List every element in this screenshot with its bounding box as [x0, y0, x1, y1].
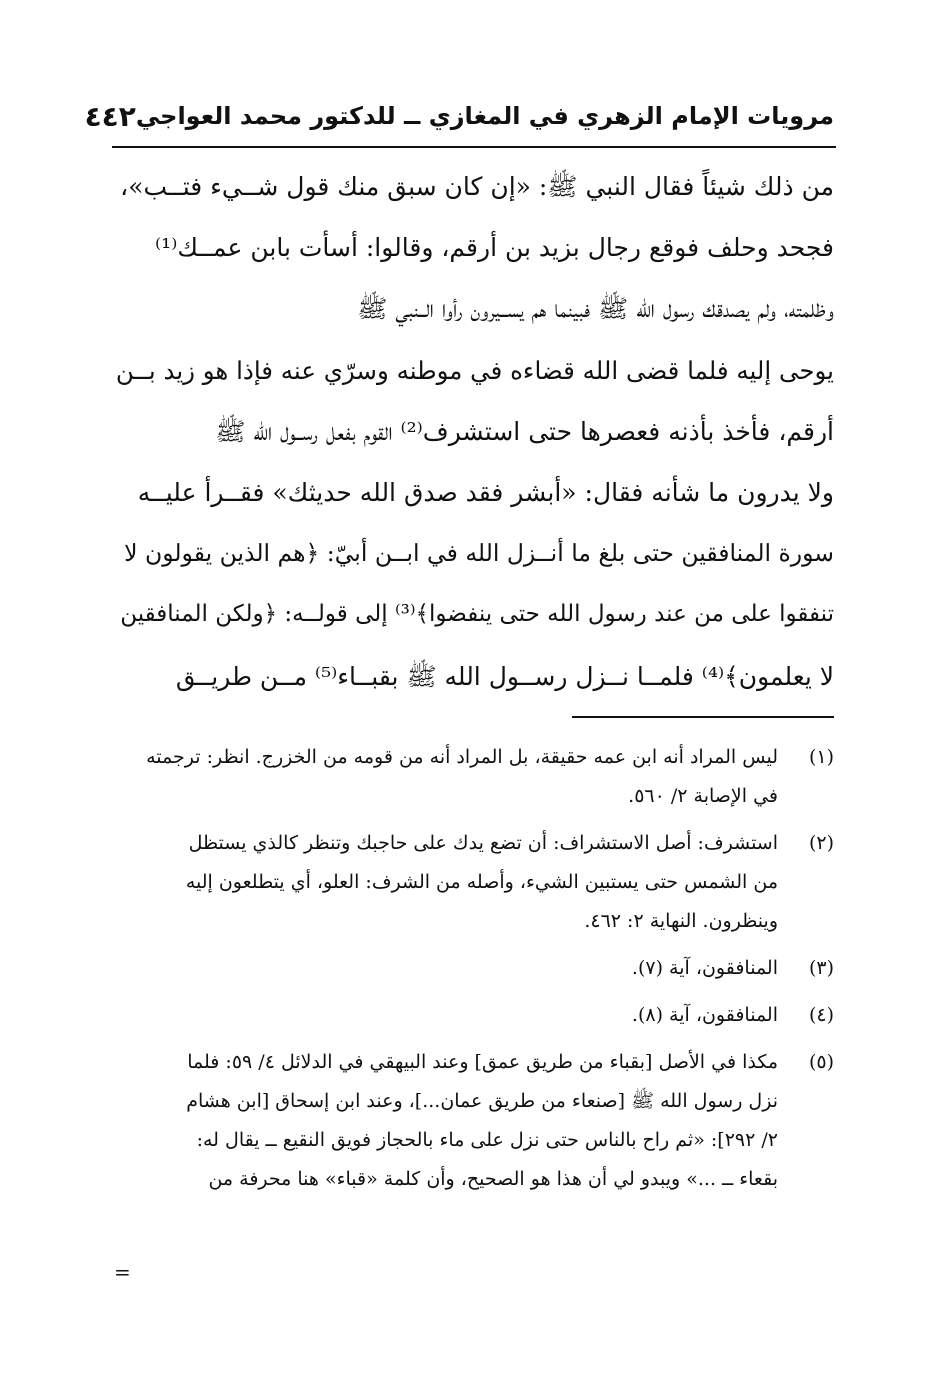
- footnotes: [112, 738, 834, 1207]
- footnote-separator: [572, 716, 834, 718]
- main-text-line: فجحد وحلف فوقع رجال بزيد بن أرقم، وقالوا: أسأت بابن عمــك⁽¹⁾: [155, 233, 834, 263]
- continuation-mark: =: [114, 1260, 131, 1284]
- footnote-line: وينظرون. النهاية ٢: ٤٦٢.: [584, 910, 778, 932]
- footnote-1: [112, 738, 834, 816]
- footnote-body: [112, 824, 778, 941]
- footnote-number: (٣): [808, 957, 834, 979]
- header-divider: [112, 146, 836, 148]
- main-text-line: من ذلك شيئاً فقال النبي ﷺ: «إن كان سبق منك قول شــيء فتــب»،: [120, 172, 834, 201]
- main-text-line: وظلمته، ولم يصدقك رسول الله ﷺ فبينما هم يســيرون رأوا الــنبي ﷺ: [357, 294, 834, 324]
- footnote-2: [112, 824, 834, 941]
- footnote-line: بقعاء ــ ...» ويبدو لي أن هذا هو الصحيح، وأن كلمة «قباء» هنا محرفة من: [208, 1168, 778, 1190]
- footnote-line: استشرف: أصل الاستشراف: أن تضع يدك على حاجبك وتنظر كالذي يستظل: [188, 832, 778, 854]
- footnote-number: (١): [808, 746, 834, 768]
- main-text-line: يوحى إليه فلما قضى الله قضاءه في موطنه وسرّي عنه فإذا هو زيد بــن: [115, 355, 834, 385]
- footnote-line: ليس المراد أنه ابن عمه حقيقة، بل المراد أنه من قومه من الخزرج. انظر: ترجمته: [146, 746, 778, 768]
- main-text-line: أرقم، فأخذ بأذنه فعصرها حتى استشرف⁽²⁾ القوم بفعل رســول الله ﷺ: [215, 416, 834, 446]
- running-header: [84, 92, 834, 140]
- footnote-5: [112, 1043, 834, 1199]
- footnote-body: [112, 738, 778, 816]
- footnote-body: [112, 996, 778, 1035]
- footnote-number: (٤): [808, 1004, 834, 1026]
- footnote-line: من الشمس حتى يستبين الشيء، وأصله من الشرف: العلو، أي يتطلعون إليه: [185, 871, 778, 893]
- footnote-3: [112, 949, 834, 988]
- main-text-line: سورة المنافقين حتى بلغ ما أنــزل الله في ابــن أبيّ: ﴿هم الذين يقولون لا: [124, 539, 834, 568]
- footnote-body: [112, 1043, 778, 1199]
- footnote-number: (٥): [808, 1051, 834, 1073]
- footnote-4: [112, 996, 834, 1035]
- footnote-line: في الإصابة ٢/ ٥٦٠.: [628, 785, 778, 807]
- footnote-line: مكذا في الأصل [بقباء من طريق عمق] وعند البيهقي في الدلائل ٤/ ٥٩: فلما: [187, 1051, 778, 1073]
- page-number: ٤٤٢: [84, 99, 136, 133]
- main-text-line: لا يعلمون﴾⁽⁴⁾ فلمــا نــزل رســول الله ﷺ بقبــاء⁽⁵⁾ مــن طريــق: [175, 661, 834, 691]
- footnote-line: نزل رسول الله ﷺ [صنعاء من طريق عمان...]، وعند ابن إسحاق [ابن هشام: [186, 1090, 778, 1112]
- footnote-body: [112, 949, 778, 988]
- footnote-line: المنافقون، آية (٧).: [631, 957, 778, 979]
- footnote-line: المنافقون، آية (٨).: [631, 1004, 778, 1026]
- header-title: مرويات الإمام الزهري في المغازي ــ للدكتور محمد العواجي: [135, 102, 834, 130]
- footnote-line: ٢/ ٢٩٢]: «ثم راح بالناس حتى نزل على ماء بالحجاز فويق النقيع ــ يقال له:: [196, 1129, 778, 1151]
- main-text-line: تنفقوا على من عند رسول الله حتى ينفضوا﴾⁽³⁾ إلى قولــه: ﴿ولكن المنافقين: [120, 601, 834, 628]
- main-text-line: ولا يدرون ما شأنه فقال: «أبشر فقد صدق الله حديثك» فقــرأ عليــه: [137, 477, 834, 507]
- footnote-number: (٢): [808, 832, 834, 854]
- main-text: [112, 156, 834, 707]
